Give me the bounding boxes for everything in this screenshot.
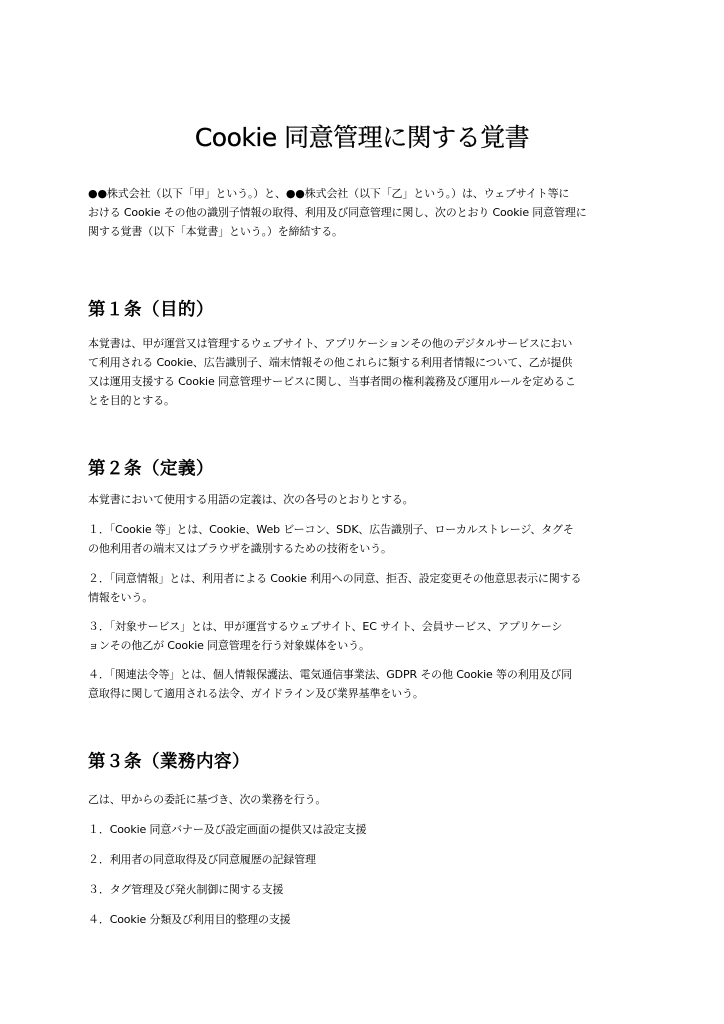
article-2-intro bbox=[88, 490, 638, 509]
text-line: て利用される Cookie、広告識別子、端末情報その他これらに類する利用者情報について、乙が提供 bbox=[88, 356, 573, 369]
article-3-heading: 第３条（業務内容） bbox=[88, 752, 250, 772]
article-3-item-1 bbox=[88, 820, 638, 839]
text-line: ●●株式会社（以下「甲」という。）と、●●株式会社（以下「乙」という。）は、ウェブサイト等に bbox=[88, 187, 570, 200]
text-line: ２．利用者の同意取得及び同意履歴の記録管理 bbox=[88, 853, 316, 866]
article-3-item-2 bbox=[88, 850, 638, 869]
text-line: ４．「関連法令等」とは、個人情報保護法、電気通信事業法、GDPR その他 Cookie 等の利用及び同 bbox=[88, 668, 572, 681]
text-line: 意取得に関して適用される法令、ガイドライン及び業界基準をいう。 bbox=[88, 687, 424, 700]
text-line: ３．タグ管理及び発火制御に関する支援 bbox=[88, 883, 284, 896]
article-2-item-3 bbox=[88, 617, 638, 655]
text-line: 又は運用支援する Cookie 同意管理サービスに関し、当事者間の権利義務及び運用ルールを定めるこ bbox=[88, 375, 576, 388]
text-line: １．Cookie 同意バナー及び設定画面の提供又は設定支援 bbox=[88, 823, 367, 836]
text-line: ３．「対象サービス」とは、甲が運営するウェブサイト、EC サイト、会員サービス、アプリケーシ bbox=[88, 620, 563, 633]
article-1-heading: 第１条（目的） bbox=[88, 300, 214, 320]
document-title: Cookie 同意管理に関する覚書 bbox=[194, 123, 530, 152]
text-line: の他利用者の端末又はブラウザを識別するための技術をいう。 bbox=[88, 542, 392, 555]
text-line: 関する覚書（以下「本覚書」という。）を締結する。 bbox=[88, 225, 343, 238]
text-line: 乙は、甲からの委託に基づき、次の業務を行う。 bbox=[88, 793, 327, 806]
text-line: 本覚書において使用する用語の定義は、次の各号のとおりとする。 bbox=[88, 493, 414, 506]
text-line: 情報をいう。 bbox=[88, 591, 154, 604]
text-line: ２．「同意情報」とは、利用者による Cookie 利用への同意、拒否、設定変更その他意思表示に関する bbox=[88, 572, 582, 585]
text-line: ョンその他乙が Cookie 同意管理を行う対象媒体をいう。 bbox=[88, 639, 370, 652]
text-line: 本覚書は、甲が運営又は管理するウェブサイト、アプリケーションその他のデジタルサービスにおい bbox=[88, 337, 573, 350]
text-line: ４．Cookie 分類及び利用目的整理の支援 bbox=[88, 913, 291, 926]
text-line: とを目的とする。 bbox=[88, 394, 175, 407]
article-2-item-4 bbox=[88, 665, 638, 703]
article-2-item-1 bbox=[88, 520, 638, 558]
article-3-intro bbox=[88, 790, 638, 809]
article-2-item-2 bbox=[88, 569, 638, 607]
preamble-paragraph bbox=[88, 184, 638, 241]
text-line: おける Cookie その他の識別子情報の取得、利用及び同意管理に関し、次のとおり Cookie 同意管理に bbox=[88, 206, 587, 219]
article-3-item-4 bbox=[88, 910, 638, 929]
article-1-paragraph bbox=[88, 334, 638, 410]
text-line: １．「Cookie 等」とは、Cookie、Web ビーコン、SDK、広告識別子、ローカルストレージ、タグそ bbox=[88, 523, 574, 536]
article-2-heading: 第２条（定義） bbox=[88, 459, 214, 479]
article-3-item-3 bbox=[88, 880, 638, 899]
